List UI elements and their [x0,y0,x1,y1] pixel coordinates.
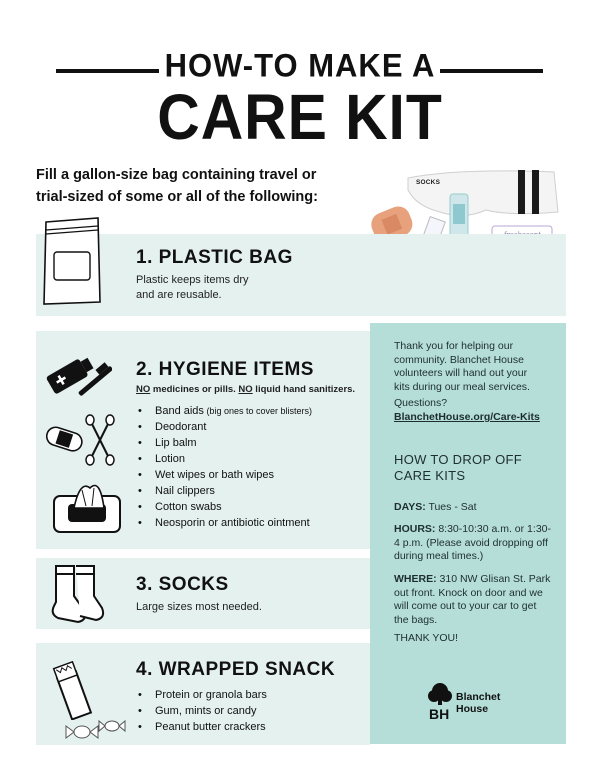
bandage-cotton-swab-icon [42,414,118,471]
info-panel [370,323,566,744]
thanks-line-4: kits during our meal services. [394,380,530,393]
socks-icon [48,562,108,633]
plastic-bag-text-1: Plastic keeps items dry [136,274,249,286]
hygiene-note-no-1: NO [136,384,151,395]
list-item [136,483,312,499]
hygiene-item-band-aids: Band aids [155,405,204,417]
where-value-4: the bags. [394,613,438,626]
hygiene-item-nail-clippers: Nail clippers [155,485,215,497]
hygiene-list [136,403,312,531]
section-plastic-bag [36,234,566,316]
thanks-text [394,340,554,394]
thanks-line-1: Thank you for helping our [394,340,514,352]
hygiene-item-lip-balm: Lip balm [155,437,197,449]
list-item [136,467,312,483]
list-item [136,451,312,467]
days-label: DAYS: [394,501,426,513]
intro-line-2: trial-sized of some or all of the following: [36,189,318,205]
where-value-2: out front. Knock on door and we [394,586,543,599]
label-socks: SOCKS [416,179,441,186]
wet-wipes-icon [50,478,126,541]
list-item [136,515,312,531]
hours-info [394,523,554,564]
hygiene-note [136,384,355,395]
hygiene-note-mid: medicines or pills. [150,384,239,395]
intro-text [36,164,366,208]
hours-value-1: 8:30-10:30 a.m. or 1:30- [435,523,551,535]
tree-icon [426,681,454,721]
list-item [136,435,312,451]
blanchet-house-logo [426,681,526,723]
list-item: • Peanut butter crackers [136,719,267,735]
hygiene-item-ointment: Neosporin or antibiotic ointment [155,517,310,529]
candy-icon [62,712,128,753]
where-label: WHERE: [394,573,437,585]
plastic-bag-text [136,273,248,303]
socks-text: Large sizes most needed. [136,601,262,613]
section-title-hygiene: 2. HYGIENE ITEMS [136,359,314,380]
hygiene-item-deodorant: Deodorant [155,421,207,433]
thanks-line-3: volunteers will hand out your [394,367,528,379]
hygiene-item-band-aids-note: (big ones to cover blisters) [203,406,312,416]
list-item: • Gum, mints or candy [136,703,267,719]
list-item [136,499,312,515]
toothpaste-toothbrush-icon [44,350,112,407]
snack-list [136,687,267,735]
bag-icon [38,214,106,313]
days-info [394,501,554,515]
logo-text-line-2: House [456,703,489,715]
list-item [136,419,312,435]
list-item: • Protein or granola bars [136,687,267,703]
care-kits-link[interactable]: BlanchetHouse.org/Care-Kits [394,411,540,423]
list-item [136,403,312,419]
dropoff-title-line-1: HOW TO DROP OFF [394,452,523,467]
where-value-1: 310 NW Glisan St. Park [436,573,551,585]
section-title-snack: 4. WRAPPED SNACK [136,659,336,680]
logo-mark: BH [429,706,450,721]
hygiene-note-end: liquid hand sanitizers. [252,384,356,395]
hygiene-item-wipes: Wet wipes or bath wipes [155,469,275,481]
questions-label: Questions? [394,397,448,409]
hygiene-item-lotion: Lotion [155,453,185,465]
section-title-plastic-bag: 1. PLASTIC BAG [136,247,293,268]
header-subtitle: HOW-TO MAKE A [164,47,436,84]
where-value-3: will come out to your car to get [394,600,537,612]
where-info [394,573,554,627]
logo-text-line-1: Blanchet [456,691,501,703]
days-value: Tues - Sat [425,501,477,513]
thank-you-text: THANK YOU! [394,632,458,644]
logo-text [456,691,500,715]
dropoff-title [394,452,522,484]
hours-value-2: 4 p.m. (Please avoid dropping off [394,536,548,549]
dropoff-title-line-2: CARE KITS [394,468,466,483]
intro-line-1: Fill a gallon-size bag containing travel or [36,167,317,183]
page-title: CARE KIT [157,81,443,153]
thanks-line-2: community. Blanchet House [394,353,524,366]
hours-label: HOURS: [394,523,436,535]
plastic-bag-text-2: and are reusable. [136,289,222,301]
section-title-socks: 3. SOCKS [136,574,229,595]
hygiene-item-cotton-swabs: Cotton swabs [155,501,222,513]
hours-value-3: during meal times.) [394,550,484,562]
hygiene-note-no-2: NO [238,384,253,395]
